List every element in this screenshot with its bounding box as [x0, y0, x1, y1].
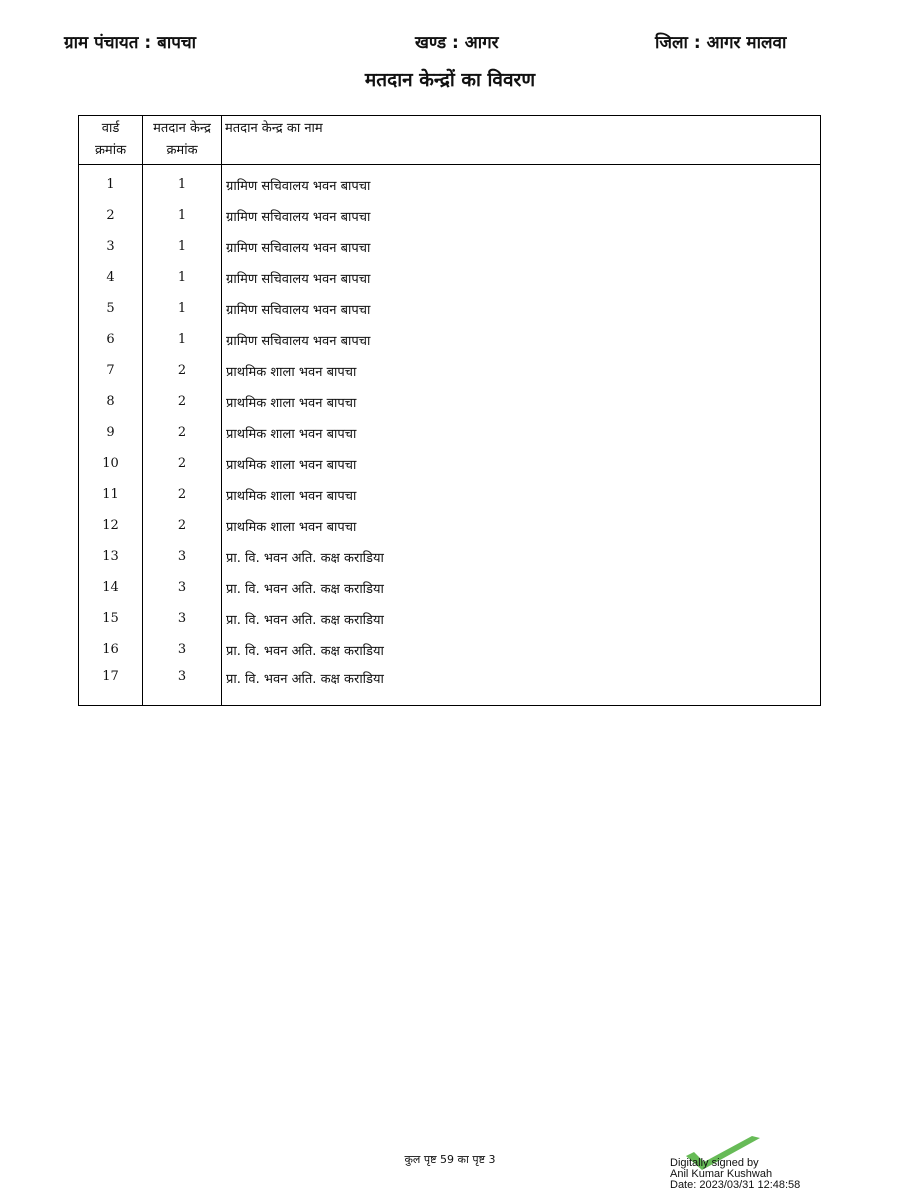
table-body [79, 165, 821, 706]
ward-number-cell: 1 [79, 165, 143, 201]
centre-number-cell: 2 [143, 417, 222, 448]
centre-name-cell: ग्रामिण सचिवालय भवन बापचा [222, 200, 821, 231]
centre-name-cell: प्राथमिक शाला भवन बापचा [222, 448, 821, 479]
page-header [0, 30, 900, 54]
centre-name-cell: प्रा. वि. भवन अति. कक्ष कराडिया [222, 665, 821, 706]
centre-number-cell: 3 [143, 665, 222, 706]
centre-name-cell: प्रा. वि. भवन अति. कक्ष कराडिया [222, 634, 821, 665]
ward-number-cell: 16 [79, 634, 143, 665]
table-row [79, 634, 821, 665]
table-row [79, 165, 821, 201]
column-header-centre-number [143, 116, 222, 165]
centre-name-cell: प्राथमिक शाला भवन बापचा [222, 510, 821, 541]
centre-number-cell: 2 [143, 386, 222, 417]
table-row [79, 541, 821, 572]
centre-name-cell: प्राथमिक शाला भवन बापचा [222, 479, 821, 510]
table-row [79, 324, 821, 355]
centre-name-cell: ग्रामिण सचिवालय भवन बापचा [222, 293, 821, 324]
ward-number-cell: 17 [79, 665, 143, 706]
ward-number-cell: 7 [79, 355, 143, 386]
centre-name-cell: प्राथमिक शाला भवन बापचा [222, 417, 821, 448]
column-header-ward [79, 116, 143, 165]
page-title: मतदान केन्द्रों का विवरण [364, 69, 536, 91]
ward-number-cell: 14 [79, 572, 143, 603]
ward-number-cell: 10 [79, 448, 143, 479]
gram-panchayat-label: ग्राम पंचायत : बापचा [64, 33, 197, 53]
ward-number-cell: 2 [79, 200, 143, 231]
ward-number-cell: 15 [79, 603, 143, 634]
table-row [79, 479, 821, 510]
ward-number-cell: 5 [79, 293, 143, 324]
ward-number-cell: 12 [79, 510, 143, 541]
table-row [79, 448, 821, 479]
signature-signer: Anil Kumar Kushwah [670, 1168, 773, 1180]
centre-number-cell: 3 [143, 634, 222, 665]
centre-name-cell: प्रा. वि. भवन अति. कक्ष कराडिया [222, 541, 821, 572]
centre-number-cell: 2 [143, 479, 222, 510]
signature-date: Date: 2023/03/31 12:48:58 [670, 1179, 801, 1191]
digital-signature [668, 1134, 868, 1194]
centre-number-cell: 3 [143, 603, 222, 634]
ward-number-cell: 9 [79, 417, 143, 448]
table-row [79, 262, 821, 293]
column-header-centre-number-line2: क्रमांक [166, 143, 198, 158]
signature-line-1: Digitally signed by [670, 1157, 759, 1169]
table-row [79, 572, 821, 603]
column-header-ward-line2: क्रमांक [94, 143, 127, 158]
signature-text [670, 1158, 800, 1191]
centre-number-cell: 1 [143, 293, 222, 324]
table-row [79, 355, 821, 386]
table-row [79, 665, 821, 706]
centre-number-cell: 2 [143, 448, 222, 479]
centre-name-cell: ग्रामिण सचिवालय भवन बापचा [222, 165, 821, 201]
block-label: खण्ड : आगर [415, 33, 499, 53]
centre-name-cell: प्राथमिक शाला भवन बापचा [222, 386, 821, 417]
centre-number-cell: 1 [143, 231, 222, 262]
centre-name-cell: ग्रामिण सचिवालय भवन बापचा [222, 231, 821, 262]
centre-number-cell: 2 [143, 510, 222, 541]
centre-name-cell: प्राथमिक शाला भवन बापचा [222, 355, 821, 386]
table-row [79, 386, 821, 417]
table-row [79, 293, 821, 324]
ward-number-cell: 13 [79, 541, 143, 572]
column-header-centre-number-line1: मतदान केन्द्र [153, 121, 211, 136]
centre-number-cell: 3 [143, 541, 222, 572]
district-label: जिला : आगर मालवा [655, 33, 787, 53]
centre-name-cell: प्रा. वि. भवन अति. कक्ष कराडिया [222, 572, 821, 603]
table-row [79, 417, 821, 448]
column-header-ward-line1: वार्ड [101, 121, 120, 136]
table-header-row [79, 116, 821, 165]
ward-number-cell: 3 [79, 231, 143, 262]
centre-number-cell: 2 [143, 355, 222, 386]
centre-name-cell: ग्रामिण सचिवालय भवन बापचा [222, 262, 821, 293]
ward-number-cell: 4 [79, 262, 143, 293]
centre-name-cell: प्रा. वि. भवन अति. कक्ष कराडिया [222, 603, 821, 634]
table-row [79, 510, 821, 541]
page-number: कुल पृष्ट 59 का पृष्ट 3 [404, 1153, 496, 1166]
ward-number-cell: 8 [79, 386, 143, 417]
centre-number-cell: 3 [143, 572, 222, 603]
centre-number-cell: 1 [143, 324, 222, 355]
table-row [79, 200, 821, 231]
table-row [79, 231, 821, 262]
centre-number-cell: 1 [143, 262, 222, 293]
centre-number-cell: 1 [143, 200, 222, 231]
column-header-centre-name: मतदान केन्द्र का नाम [222, 116, 821, 165]
ward-number-cell: 11 [79, 479, 143, 510]
ward-number-cell: 6 [79, 324, 143, 355]
centre-name-cell: ग्रामिण सचिवालय भवन बापचा [222, 324, 821, 355]
centre-number-cell: 1 [143, 165, 222, 201]
table-row [79, 603, 821, 634]
polling-centres-table [78, 115, 821, 706]
